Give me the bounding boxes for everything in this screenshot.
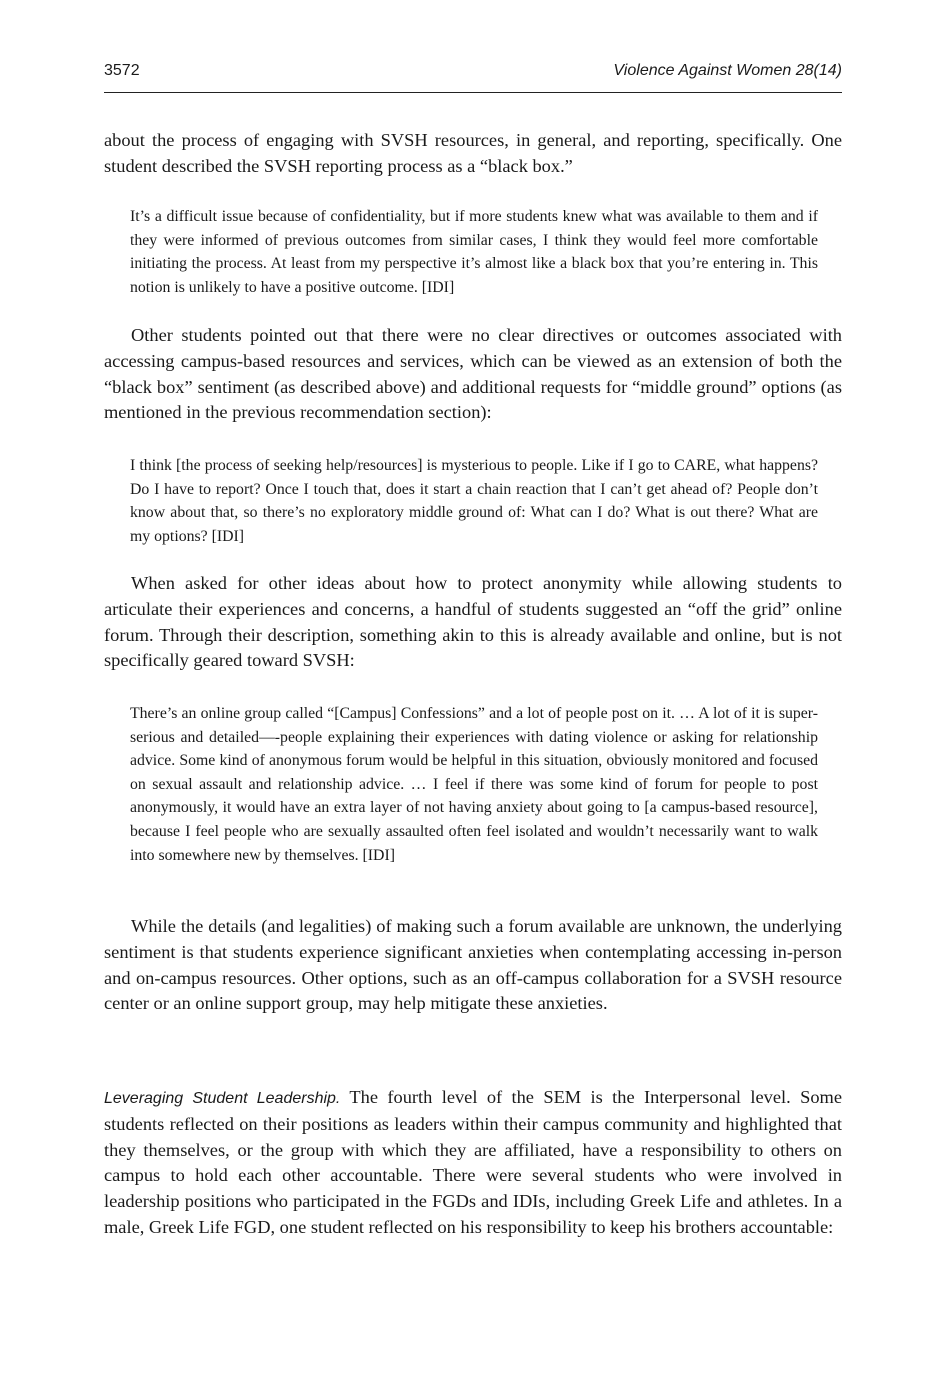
block-quote-3: There’s an online group called “[Campus] Confessions” and a lot of people post on it. … A lot of it is super-serious and detailed—-people explaining their experiences with dating violence or asking for relationship advice. Some kind of anonymous forum would be helpful in this situation, obviously monitored and focused on sexual assault and relationship advice. … I feel if there was some kind of forum for people to post anonymously, it would have an extra layer of not having anxiety about going to [a campus-based resource], because I feel people who are sexually assaulted often feel isolated and wouldn’t necessarily want to walk into somewhere new by themselves. [IDI]: [130, 705, 818, 864]
section-subheading: Leveraging Student Leadership.: [104, 1090, 341, 1107]
journal-title: Violence Against Women 28(14): [613, 62, 842, 79]
paragraph-5: [104, 1085, 842, 1241]
paragraph-5-text: The fourth level of the SEM is the Interpersonal level. Some students reflected on their positions as leaders within their campus community and highlighted that they themselves, or the group with which they are affiliated, have a responsibility to others on campus to hold each other accountable. There were several students who were involved in leadership positions who participated in the FGDs and IDIs, including Greek Life and athletes. In a male, Greek Life FGD, one student reflected on his responsibility to keep his brothers accountable:: [104, 1087, 842, 1237]
paragraph-2: Other students pointed out that there were no clear directives or outcomes associated with accessing campus-based resources and services, which can be viewed as an extension of both the “black box” sentiment (as described above) and additional requests for “middle ground” options (as mentioned in the previous recommendation section):: [104, 325, 842, 423]
paragraph-3: When asked for other ideas about how to protect anonymity while allowing students to articulate their experiences and concerns, a handful of students suggested an “off the grid” online forum. Through their description, something akin to this is already available and online, but is not specifically geared toward SVSH:: [104, 573, 842, 671]
block-quote-1: It’s a difficult issue because of confidentiality, but if more students knew what was available to them and if they were informed of previous outcomes from similar cases, I think they would feel more comfortable initiating the process. At least from my perspective it’s almost like a black box that you’re entering in. This notion is unlikely to have a positive outcome. [IDI]: [130, 208, 818, 296]
paragraph-continuation: about the process of engaging with SVSH resources, in general, and reporting, specifically. One student described the SVSH reporting process as a “black box.”: [104, 130, 842, 176]
running-header: [104, 58, 842, 93]
page-number: 3572: [104, 62, 140, 79]
block-quote-2: I think [the process of seeking help/resources] is mysterious to people. Like if I go to CARE, what happens? Do I have to report? Once I touch that, does it start a chain reaction that I can’t get ahead of? People don’t know about that, so there’s no exploratory middle ground of: What can I do? What is out there? What are my options? [IDI]: [130, 457, 818, 545]
paragraph-4: While the details (and legalities) of making such a forum available are unknown, the underlying sentiment is that students experience significant anxieties when contemplating accessing in-person and on-campus resources. Other options, such as an off-campus collaboration for a SVSH resource center or an online support group, may help mitigate these anxieties.: [104, 916, 842, 1014]
